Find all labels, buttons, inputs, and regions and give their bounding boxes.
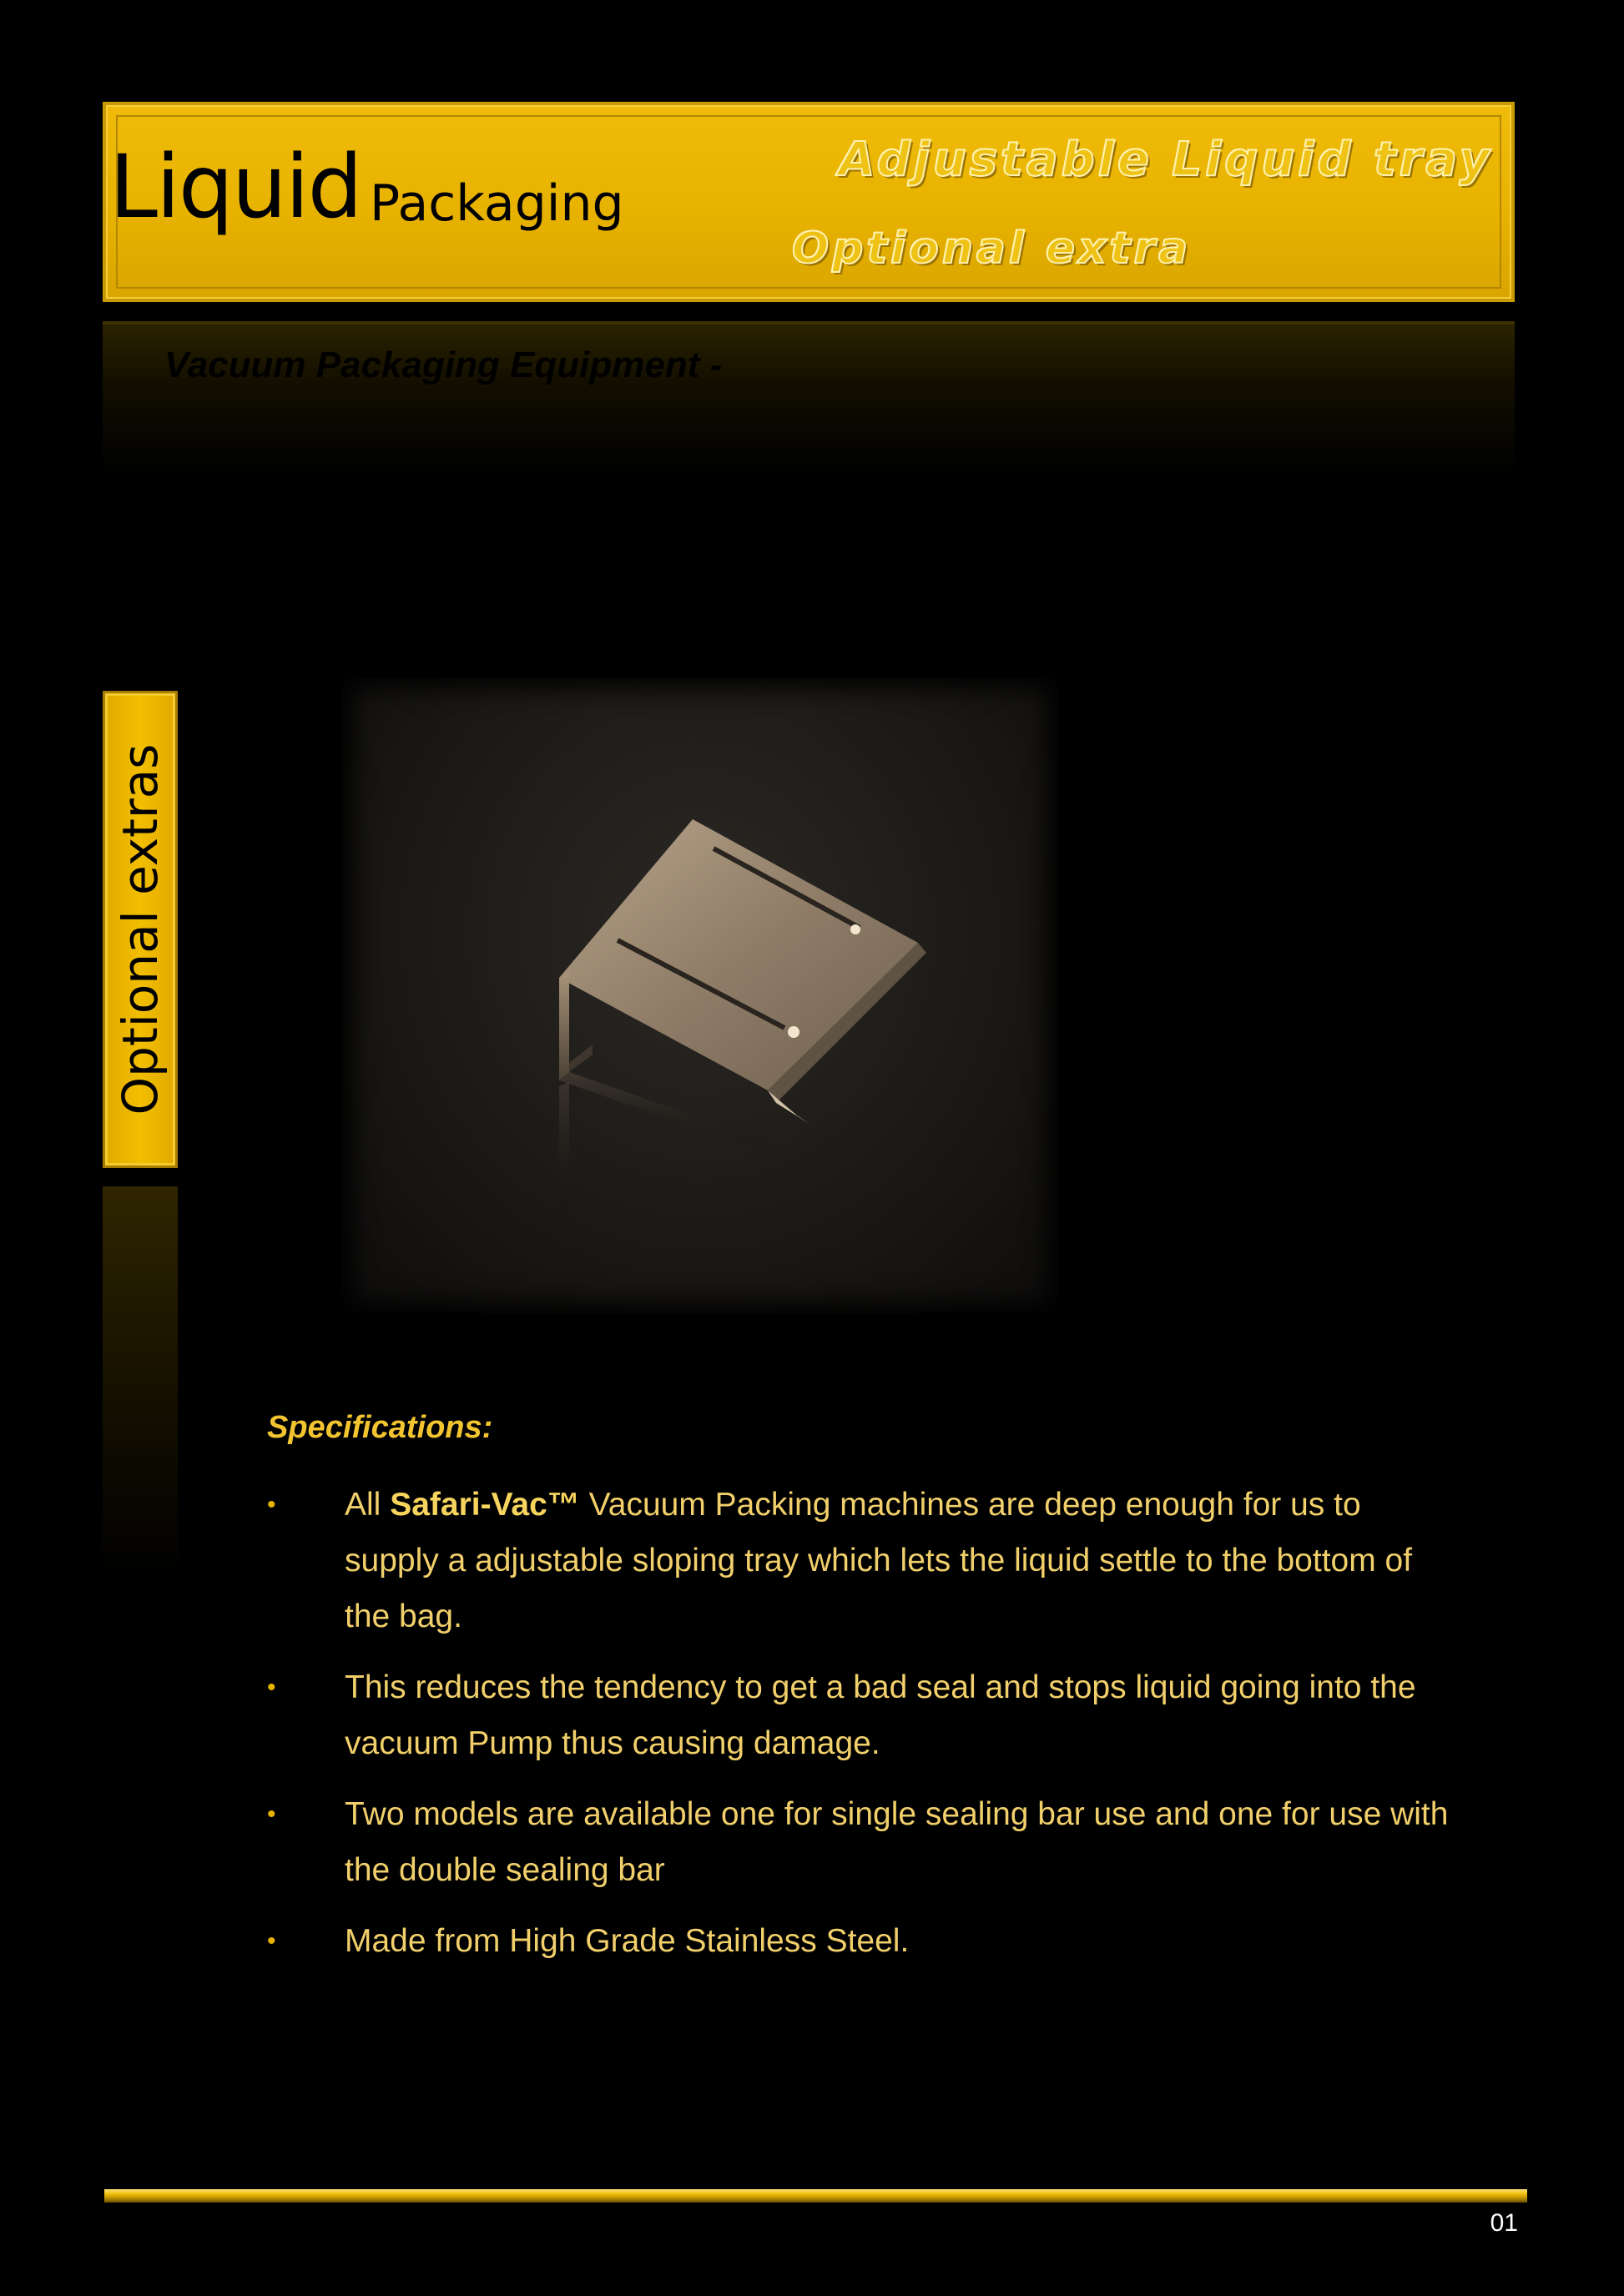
leg-reflection — [559, 1082, 569, 1220]
product-title: Adjustable Liquid tray — [839, 133, 1493, 187]
list-item-text: Two models are available one for single sealing bar use and one for use with the double sealing bar — [345, 1796, 1449, 1888]
list-item — [267, 1786, 1460, 1898]
tray-reflection — [559, 1072, 776, 1153]
tray-left-leg — [559, 971, 569, 1080]
specifications-heading: Specifications: — [267, 1410, 493, 1445]
side-tab-label: Optional extras — [112, 743, 169, 1115]
bullet-icon: • — [267, 1674, 276, 1701]
bullet-icon: • — [267, 1491, 276, 1518]
tray-highlight-1 — [850, 924, 860, 934]
side-tab-reflection — [103, 1186, 178, 1578]
bullet-icon: • — [267, 1927, 276, 1955]
product-photo — [342, 677, 1058, 1313]
liquid-tray-illustration — [342, 677, 1058, 1313]
reflection-caption: Vacuum Packaging Equipment - — [164, 345, 723, 385]
tray-left-foot — [569, 1045, 593, 1072]
product-subtitle: Optional extra — [792, 224, 1192, 274]
list-item — [267, 1913, 1460, 1969]
page-title: Liquid — [109, 136, 361, 238]
specifications-list — [267, 1477, 1460, 1984]
header-reflection — [103, 321, 1515, 475]
list-item-text: Vacuum Packing machines are deep enough for us to supply a adjustable sloping tray which lets the liquid settle to the bottom of the bag. — [345, 1487, 1413, 1634]
side-tab — [103, 691, 178, 1168]
list-item — [267, 1659, 1460, 1771]
bullet-icon: • — [267, 1800, 276, 1828]
tray-highlight-2 — [788, 1026, 799, 1038]
brand-name: Safari-Vac™ — [390, 1487, 580, 1523]
list-item — [267, 1477, 1460, 1644]
header-banner — [103, 102, 1515, 302]
list-item-pre: All — [345, 1487, 391, 1523]
list-item-text: This reduces the tendency to get a bad seal and stops liquid going into the vacuum Pump thus causing damage. — [345, 1669, 1416, 1761]
page-subtitle: Packaging — [370, 174, 624, 233]
list-item-text: Made from High Grade Stainless Steel. — [345, 1923, 910, 1959]
page-number: 01 — [1490, 2209, 1518, 2237]
footer-divider — [104, 2189, 1527, 2203]
